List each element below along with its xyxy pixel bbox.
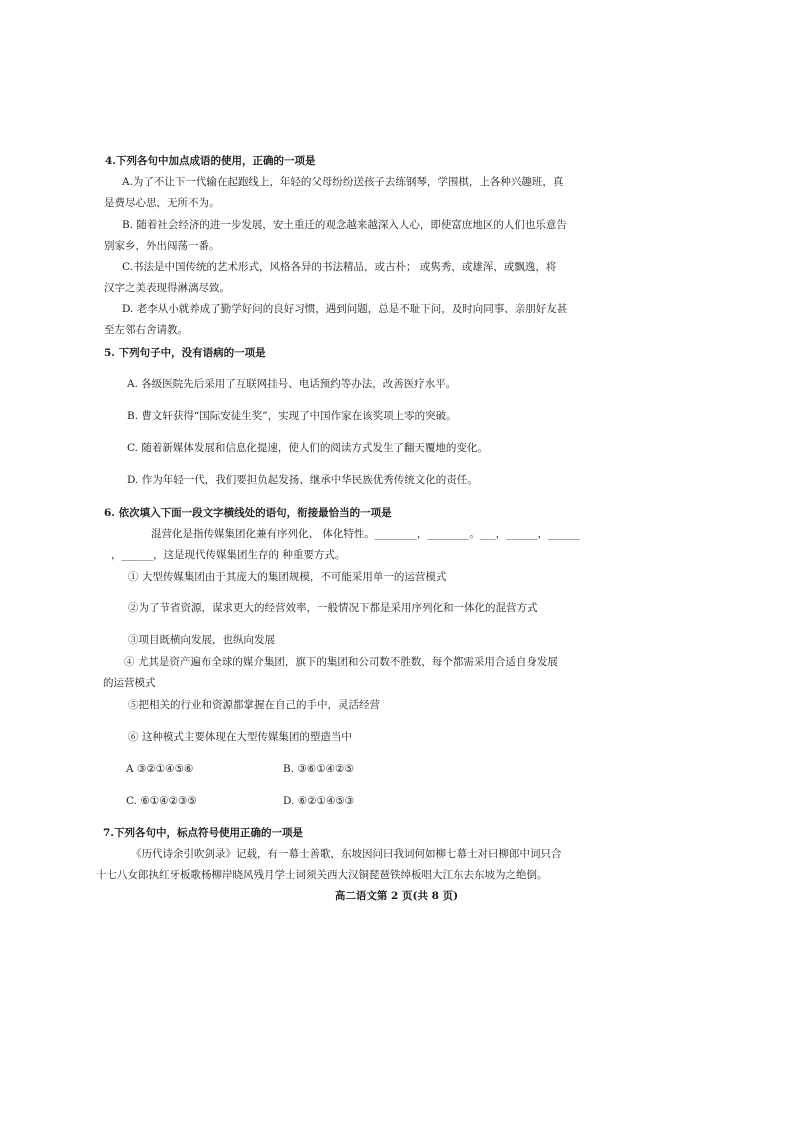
q5-option-d: D. 作为年轻一代，我们要担负起发扬、继承中华民族优秀传统文化的责任。 <box>127 474 478 486</box>
q5-option-c: C. 随着新媒体发展和信息化提速，使人们的阅读方式发生了翻天覆地的变化。 <box>127 442 488 454</box>
q4-option-a-line2: 是费尽心思，无所不为。 <box>104 197 220 209</box>
q5-option-a: A. 各级医院先后采用了互联网挂号、电话预约等办法，改善医疗水平。 <box>127 378 457 390</box>
q6-item-1: ① 大型传媒集团由于其庞大的集团规模，不可能采用单一的运营模式 <box>128 571 447 583</box>
q5-stem: 5. 下列句子中，没有语病的一项是 <box>104 347 266 359</box>
q4-option-d-line2: 至左邻右舍请教。 <box>104 324 188 336</box>
q6-option-a: A ③②①④⑤⑥ <box>126 763 194 775</box>
q6-item-4-line2: 的运营模式 <box>103 677 156 689</box>
q6-option-c: C. ⑥①④②③⑤ <box>126 795 197 807</box>
q4-option-b-line2: 别家乡，外出闯荡一番。 <box>104 240 220 252</box>
q7-passage-line1: 《历代诗余引吹剑录》记载，有一幕士善歌，东坡因问曰我词何如柳七幕士对曰柳郎中词只合 <box>131 848 562 860</box>
q4-option-c-line1: C.书法是中国传统的艺术形式，风格各异的书法精品，或古朴； 或隽秀，或雄浑，或飘逸，将 <box>122 261 557 273</box>
q4-stem: 4.下列各句中加点成语的使用，正确的一项是 <box>105 155 316 167</box>
q6-item-2: ②为了节省资源，谋求更大的经营效率，一般情况下都是采用序列化和一体化的混营方式 <box>128 602 538 614</box>
q6-option-b: B. ③⑥①④②⑤ <box>283 763 354 775</box>
q6-passage-line2: ，______，这是现代传媒集团生存的 种重要方式。 <box>111 549 346 561</box>
q6-passage-line1: 混营化是指传媒集团化兼有序列化、 体化特性。________，________。___，______，______ <box>151 528 580 540</box>
q5-option-b: B. 曹文轩获得“国际安徒生奖”，实现了中国作家在该奖项上零的突破。 <box>127 410 457 422</box>
q7-passage-line2: 十七八女郎执红牙板歌杨柳岸晓风残月学士词须关西大汉铜琵琶铁绰板唱大江东去东坡为之绝倒。 <box>96 869 548 881</box>
q4-option-b-line1: B. 随着社会经济的进一步发展，安土重迁的观念越来越深入人心，即使富庶地区的人们也乐意告 <box>122 219 567 231</box>
q6-item-6: ⑥ 这种模式主要体现在大型传媒集团的塑造当中 <box>128 731 352 743</box>
q4-option-c-line2: 汉字之美表现得淋漓尽致。 <box>104 282 230 294</box>
q6-stem: 6. 依次填入下面一段文字横线处的语句，衔接最恰当的一项是 <box>104 507 392 519</box>
q7-stem: 7.下列各句中，标点符号使用正确的一项是 <box>103 827 303 839</box>
q6-option-d: D. ⑥②①④⑤③ <box>283 795 355 807</box>
q4-option-d-line1: D. 老李从小就养成了勤学好问的良好习惯，遇到问题，总是不耻下问，及时向同事、亲朋好友甚 <box>122 303 568 315</box>
q6-item-5: ⑤把相关的行业和资源都掌握在自己的手中，灵活经营 <box>128 699 380 711</box>
q6-item-4-line1: ④ 尤其是资产遍布全球的媒介集团，旗下的集团和公司数不胜数，每个都需采用合适自身发展 <box>124 656 558 668</box>
q6-item-3: ③项目既横向发展，也纵向发展 <box>128 634 275 646</box>
page-footer: 高二语文第 2 页(共 8 页) <box>334 890 459 902</box>
q4-option-a-line1: A.为了不让下一代输在起跑线上，年轻的父母纷纷送孩子去练钢琴，学围棋，上各种兴趣班，真 <box>122 176 564 188</box>
